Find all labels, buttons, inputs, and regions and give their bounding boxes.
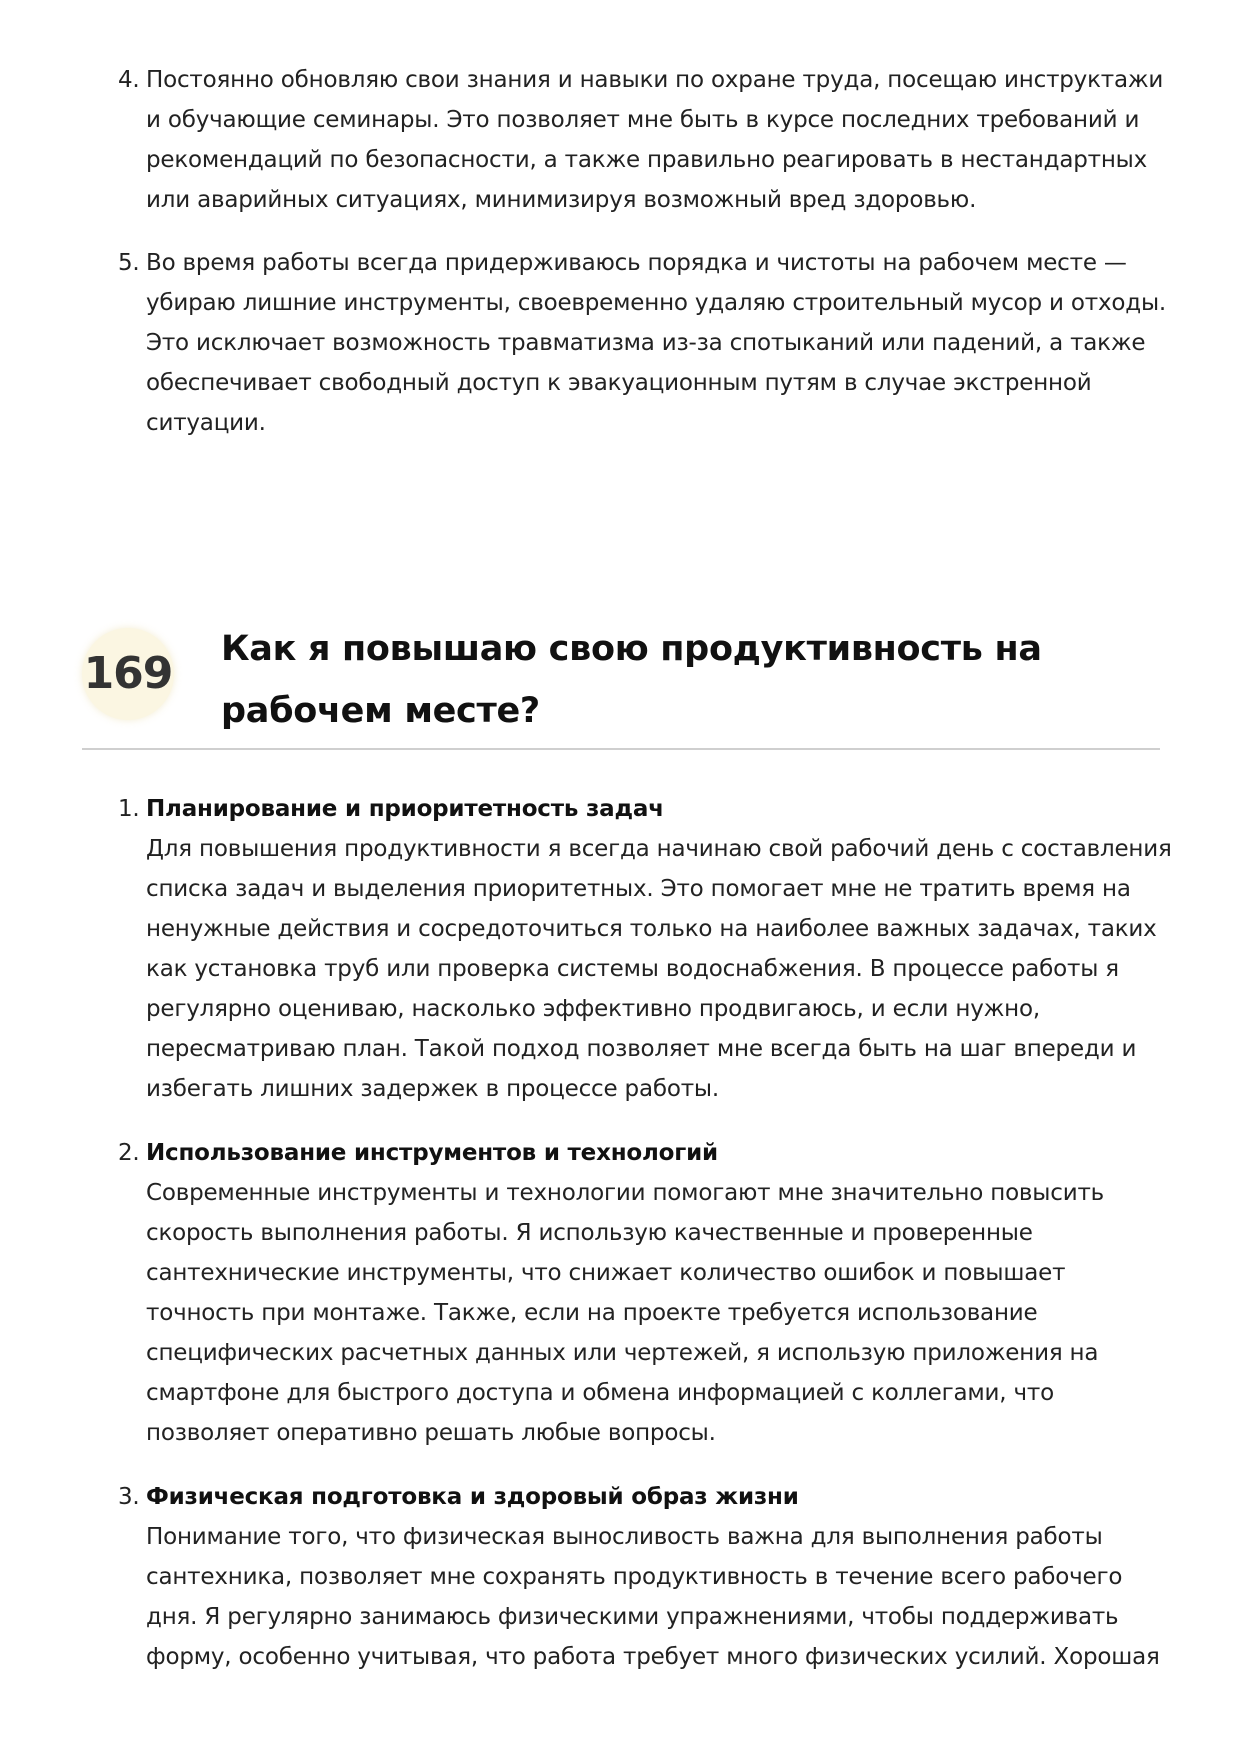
- previous-answer-list: [0, 60, 1239, 443]
- list-item-text: Понимание того, что физическая выносливость важна для выполнения работы сантехника, позволяет мне сохранять продуктивность в течение всего рабочего дня. Я регулярно занимаюсь физическими упражнениями, чтобы поддерживать форму, особенно учитывая, что работа требует много физических усилий. Хорошая: [146, 1524, 1160, 1670]
- list-item-number: 3.: [118, 1484, 140, 1510]
- list-item-number: 1.: [118, 796, 140, 822]
- list-item: [0, 60, 1239, 220]
- list-item-number: 5.: [118, 250, 140, 276]
- list-item: [0, 243, 1239, 443]
- list-item-title: Использование инструментов и технологий: [146, 1140, 718, 1166]
- list-item-title: Планирование и приоритетность задач: [146, 796, 664, 822]
- list-item-text: Современные инструменты и технологии помогают мне значительно повысить скорость выполнения работы. Я использую качественные и проверенные сантехнические инструменты, что снижает количество ошибок и повышает точность при монтаже. Также, если на проекте требуется использование специфических расчетных данных или чертежей, я использую приложения на смартфоне для быстрого доступа и обмена информацией с коллегами, что позволяет оперативно решать любые вопросы.: [146, 1180, 1104, 1446]
- list-item-number: 2.: [118, 1140, 140, 1166]
- list-item: [0, 789, 1239, 1109]
- list-item-text: Во время работы всегда придерживаюсь порядка и чистоты на рабочем месте — убираю лишние инструменты, своевременно удаляю строительный мусор и отходы. Это исключает возможность травматизма из-за спотыканий или падений, а также обеспечивает свободный доступ к эвакуационным путям в случае экстренной ситуации.: [146, 250, 1167, 436]
- list-item: [0, 1477, 1239, 1677]
- question-header: [82, 618, 1160, 750]
- question-title: Как я повышаю свою продуктивность на рабочем месте?: [221, 629, 1042, 731]
- list-item-text: Постоянно обновляю свои знания и навыки по охране труда, посещаю инструктажи и обучающие семинары. Это позволяет мне быть в курсе последних требований и рекомендаций по безопасности, а также правильно реагировать в нестандартных или аварийных ситуациях, минимизируя возможный вред здоровью.: [146, 67, 1164, 213]
- list-item-number: 4.: [118, 67, 140, 93]
- list-item: [0, 1133, 1239, 1453]
- list-item-title: Физическая подготовка и здоровый образ жизни: [146, 1484, 799, 1510]
- question-number-badge: 169: [82, 628, 174, 720]
- answer-list: [0, 789, 1239, 1677]
- list-item-text: Для повышения продуктивности я всегда начинаю свой рабочий день с составления списка задач и выделения приоритетных. Это помогает мне не тратить время на ненужные действия и сосредоточиться только на наиболее важных задачах, таких как установка труб или проверка системы водоснабжения. В процессе работы я регулярно оцениваю, насколько эффективно продвигаюсь, и если нужно, пересматриваю план. Такой подход позволяет мне всегда быть на шаг впереди и избегать лишних задержек в процессе работы.: [146, 836, 1172, 1102]
